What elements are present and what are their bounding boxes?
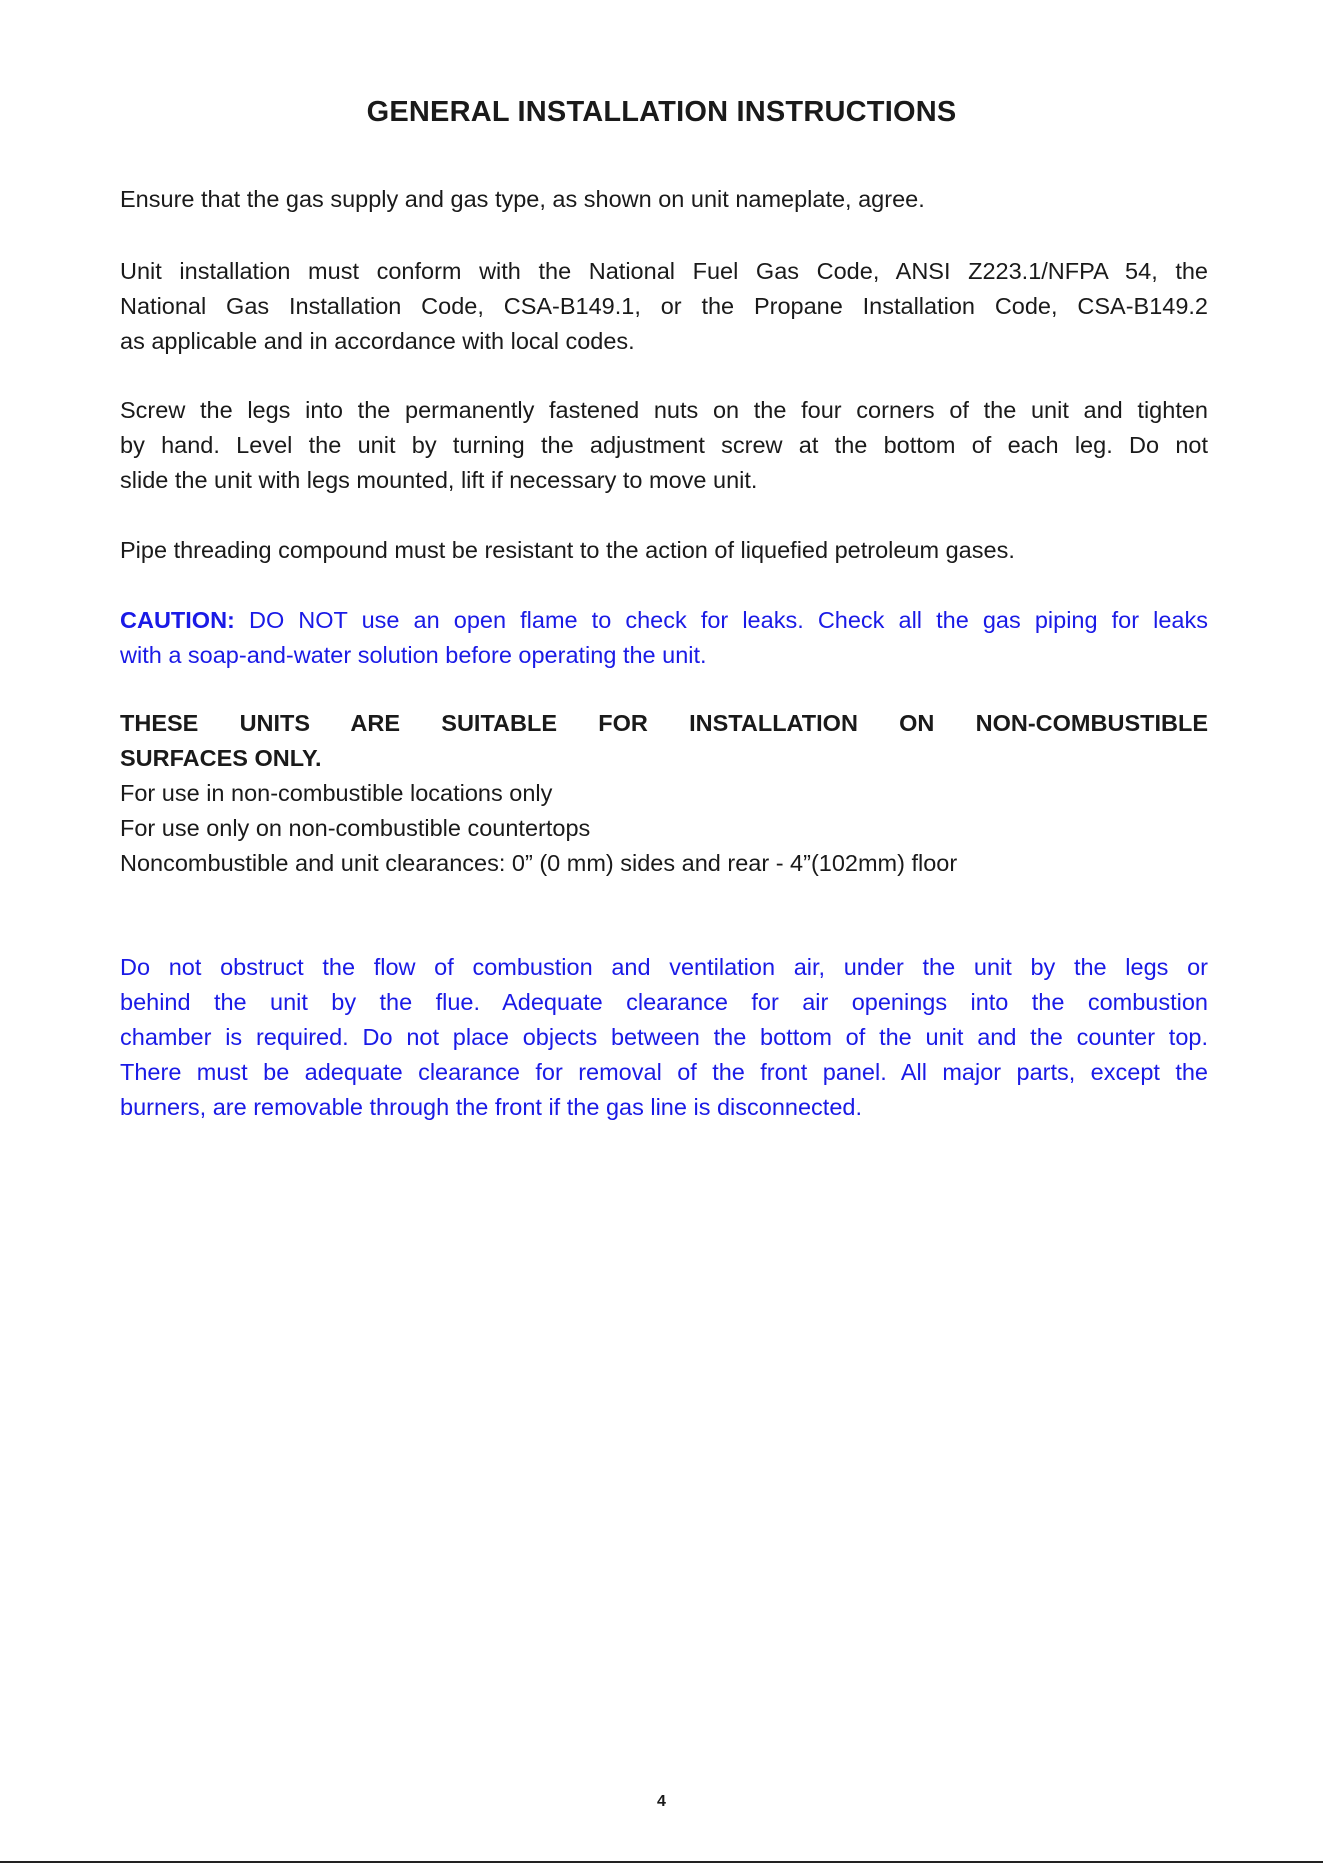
paragraph-line: behind the unit by the flue. Adequate clearance for air openings into the combustion — [120, 989, 1208, 1015]
paragraph-line: by hand. Level the unit by turning the adjustment screw at the bottom of each leg. Do not — [120, 432, 1208, 458]
code-conformance-paragraph — [120, 254, 1208, 359]
caution-text: DO NOT use an open flame to check for leaks. Check all the gas piping for leaks — [248, 607, 1209, 633]
gas-supply-paragraph — [120, 182, 1208, 217]
paragraph-line: slide the unit with legs mounted, lift if necessary to move unit. — [120, 467, 758, 493]
paragraph-line: Ensure that the gas supply and gas type, as shown on unit nameplate, agree. — [120, 186, 925, 212]
page-title: GENERAL INSTALLATION INSTRUCTIONS — [366, 96, 957, 128]
suitability-heading: SURFACES ONLY. — [120, 745, 322, 771]
caution-line — [120, 603, 1208, 638]
suitability-item: Noncombustible and unit clearances: 0” (0 mm) sides and rear - 4”(102mm) floor — [120, 850, 958, 876]
airflow-paragraph — [120, 950, 1208, 1125]
caution-paragraph — [120, 603, 1208, 673]
legs-paragraph — [120, 393, 1208, 498]
paragraph-line: Pipe threading compound must be resistant to the action of liquefied petroleum gases. — [120, 537, 1015, 563]
pipe-threading-paragraph — [120, 533, 1208, 568]
suitability-item: For use in non-combustible locations only — [120, 780, 553, 806]
page-number: 4 — [657, 1793, 666, 1810]
footer-rule — [0, 1861, 1323, 1863]
caution-line: with a soap-and-water solution before operating the unit. — [120, 642, 707, 668]
paragraph-line: Unit installation must conform with the National Fuel Gas Code, ANSI Z223.1/NFPA 54, the — [120, 258, 1208, 284]
caution-label: CAUTION: — [120, 607, 235, 633]
suitability-item: For use only on non-combustible countertops — [120, 815, 591, 841]
suitability-section — [120, 706, 1208, 881]
paragraph-line: burners, are removable through the front if the gas line is disconnected. — [120, 1094, 862, 1120]
paragraph-line: There must be adequate clearance for removal of the front panel. All major parts, except the — [120, 1059, 1208, 1085]
paragraph-line: National Gas Installation Code, CSA-B149.1, or the Propane Installation Code, CSA-B149.2 — [120, 293, 1208, 319]
paragraph-line: Do not obstruct the flow of combustion and ventilation air, under the unit by the legs or — [120, 954, 1208, 980]
paragraph-line: Screw the legs into the permanently fastened nuts on the four corners of the unit and tighten — [120, 397, 1208, 423]
paragraph-line: chamber is required. Do not place objects between the bottom of the unit and the counter top. — [120, 1024, 1208, 1050]
paragraph-line: as applicable and in accordance with local codes. — [120, 328, 635, 354]
suitability-heading: THESE UNITS ARE SUITABLE FOR INSTALLATION ON NON-COMBUSTIBLE — [120, 710, 1208, 736]
